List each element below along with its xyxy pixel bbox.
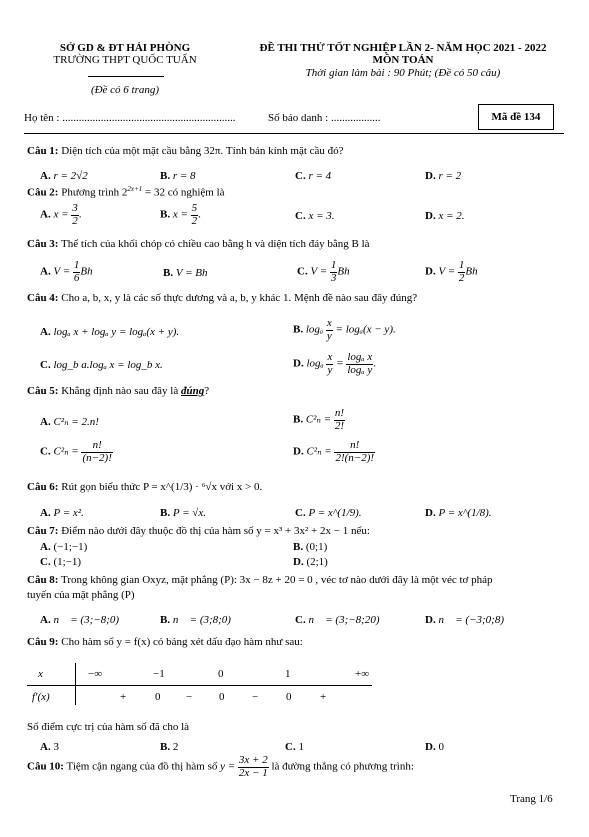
q3-option-c[interactable]: C. V = $\frac{1}{3}$ Bh — [297, 259, 350, 284]
q5-option-a[interactable]: A. C²ₙ = 2.n! — [40, 416, 99, 428]
q9-option-d[interactable]: D. 0 — [425, 741, 444, 753]
q6-option-a[interactable]: A. P = x². — [40, 507, 84, 519]
table-v-line — [75, 663, 76, 705]
question-7: Câu 7: Điểm nào dưới đây thuộc đồ thị của hàm số y = x³ + 3x² + 2x − 1 nếu: — [27, 525, 370, 537]
sign-cell: − — [186, 691, 193, 703]
q7-option-b[interactable]: B. (0;1) — [293, 541, 328, 553]
question-2: Câu 2: Phương trình $2^{2x+1} = 32$ có nghiệm là — [27, 185, 225, 199]
q6-option-b[interactable]: B. P = √x. — [160, 507, 206, 519]
q5-option-c[interactable]: C. C²ₙ = $\frac{n!}{(n-2)!}$ — [40, 439, 112, 464]
x-value: +∞ — [355, 668, 370, 680]
exam-title: ĐỀ THI THỬ TỐT NGHIỆP LẦN 2- NĂM HỌC 2021 - 2022 — [259, 42, 547, 54]
question-label: Câu 1: — [27, 145, 59, 157]
fraction: $\frac{3x + 2}{2x - 1}$ — [238, 754, 268, 779]
q3-option-b[interactable]: B. V = Bh — [163, 267, 208, 279]
q8-option-b[interactable]: B. n⃗ = (3;8;0) — [160, 614, 231, 626]
q9-option-b[interactable]: B. 2 — [160, 741, 179, 753]
q8-option-a[interactable]: A. n⃗ = (3;−8;0) — [40, 614, 120, 626]
q3-option-d[interactable]: D. V = $\frac{1}{2}$ Bh — [425, 259, 478, 284]
question-text: Diện tích của một mặt cầu bằng 32π. Tính bán kính mặt cầu đó? — [58, 145, 344, 157]
subject: MÔN TOÁN — [372, 54, 434, 66]
q4-option-c[interactable]: C. log_b a.logₐ x = log_b x. — [40, 359, 163, 371]
question-8-cont: tuyến của mặt phẳng (P) — [27, 589, 135, 601]
q9-option-a[interactable]: A. 3 — [40, 741, 59, 753]
student-id-field: Số báo danh : .................. — [268, 112, 381, 124]
school-name: TRƯỜNG THPT QUỐC TUẤN — [53, 54, 197, 66]
exam-code-box: Mã đề 134 — [478, 104, 554, 130]
q1-option-a[interactable]: A. r = 2√2 — [40, 170, 88, 182]
q8-option-d[interactable]: D. n⃗ = (−3;0;8) — [425, 614, 505, 626]
sign-cell: 0 — [219, 691, 225, 703]
q4-option-d[interactable]: D. logₐ $\frac{x}{y}$ = $\frac{\text{logₐ x}}{\text{logₐ y}}$ . — [293, 351, 376, 376]
time-note: Thời gian làm bài : 90 Phút; (Đề có 50 câu) — [305, 67, 501, 79]
name-field: Họ tên : ............................................................... — [24, 112, 236, 124]
question-8: Câu 8: Trong không gian Oxyz, mặt phẳng (P): 3x − 8z + 20 = 0 , véc tơ nào dưới đây là một véc tơ pháp — [27, 574, 493, 586]
q2-option-b[interactable]: B. x = $\frac{5}{2}$ . — [160, 202, 201, 227]
sign-cell: + — [120, 691, 127, 703]
q7-option-c[interactable]: C. (1;−1) — [40, 556, 82, 568]
x-value: −∞ — [88, 668, 103, 680]
q7-option-a[interactable]: A. (−1;−1) — [40, 541, 88, 553]
q2-option-c[interactable]: C. x = 3. — [295, 210, 335, 222]
page-number: Trang 1/6 — [510, 793, 553, 805]
q4-option-a[interactable]: A. logₐ x + logₐ y = logₐ(x + y). — [40, 326, 180, 338]
q2-option-a[interactable]: A. x = $\frac{3}{2}$ . — [40, 202, 82, 227]
table-x-label: x — [38, 668, 43, 680]
x-value: 1 — [285, 668, 291, 680]
q8-option-c[interactable]: C. n⃗ = (3;−8;20) — [295, 614, 380, 626]
q7-option-d[interactable]: D. (2;1) — [293, 556, 328, 568]
header-divider — [88, 76, 164, 77]
q9-option-c[interactable]: C. 1 — [285, 741, 304, 753]
table-h-line — [27, 685, 372, 686]
pages-note: (Đề có 6 trang) — [90, 84, 160, 96]
header-rule — [24, 133, 564, 134]
question-10: Câu 10: Tiệm cận ngang của đồ thị hàm số y = $\frac{3x + 2}{2x - 1}$ là đường thẳng có phương trình: — [27, 754, 414, 779]
question-9: Câu 9: Cho hàm số y = f(x) có bảng xét dấu đạo hàm như sau: — [27, 636, 303, 648]
q5-option-d[interactable]: D. C²ₙ = $\frac{n!}{2!(n-2)!}$ — [293, 439, 375, 464]
q6-option-d[interactable]: D. P = x^(1/8). — [425, 507, 492, 519]
sign-cell: − — [252, 691, 259, 703]
question-5: Câu 5: Khẳng định nào sau đây là đúng? — [27, 385, 210, 397]
question-3: Câu 3: Thể tích của khối chóp có chiều cao bằng h và diện tích đáy bằng B là — [27, 238, 370, 250]
q4-option-b[interactable]: B. logₐ $\frac{x}{y}$ = logₐ(x − y). — [293, 317, 396, 342]
sign-cell: + — [320, 691, 327, 703]
sign-cell: 0 — [286, 691, 292, 703]
question-4: Câu 4: Cho a, b, x, y là các số thực dương và a, b, y khác 1. Mệnh đề nào sau đây đúng? — [27, 292, 418, 304]
x-value: −1 — [153, 668, 165, 680]
sign-cell: 0 — [155, 691, 161, 703]
q1-option-c[interactable]: C. r = 4 — [295, 170, 332, 182]
q1-option-b[interactable]: B. r = 8 — [160, 170, 196, 182]
q1-option-d[interactable]: D. r = 2 — [425, 170, 462, 182]
q3-option-a[interactable]: A. V = $\frac{1}{6}$ Bh — [40, 259, 93, 284]
q2-option-d[interactable]: D. x = 2. — [425, 210, 465, 222]
question-9-prompt: Số điểm cực trị của hàm số đã cho là — [27, 721, 190, 733]
x-value: 0 — [218, 668, 224, 680]
question-1 — [27, 145, 344, 157]
q5-option-b[interactable]: B. C²ₙ = $\frac{n!}{2!}$ — [293, 407, 345, 432]
table-fp-label: f′(x) — [32, 691, 50, 703]
dept-name: SỞ GD & ĐT HẢI PHÒNG — [59, 42, 191, 54]
q6-option-c[interactable]: C. P = x^(1/9). — [295, 507, 362, 519]
question-6: Câu 6: Rút gọn biểu thức P = x^(1/3) · ⁶√x với x > 0. — [27, 481, 263, 493]
